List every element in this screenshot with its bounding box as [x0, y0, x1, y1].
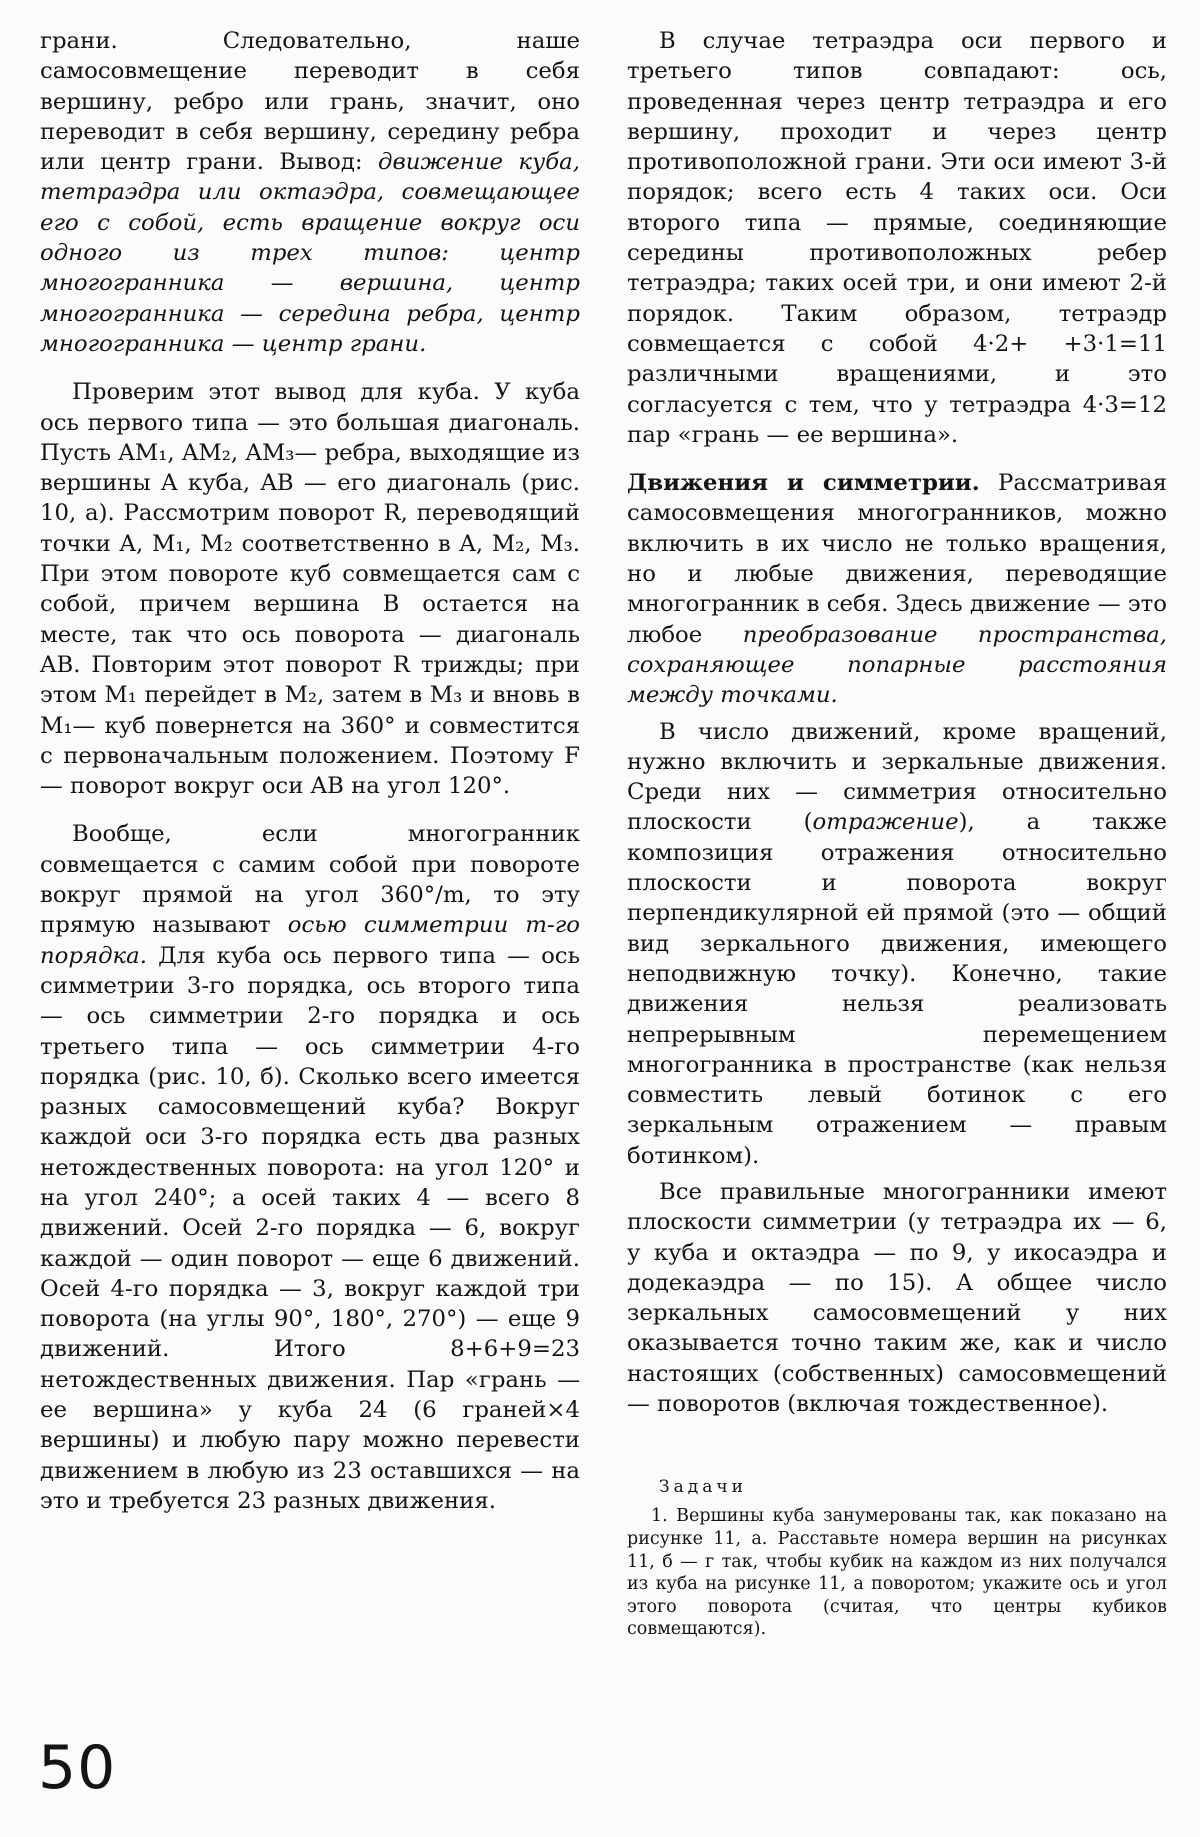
conclusion-text: грани. Следовательно, наше самосовмещение переводит в себя вершину, ребро или грань, значит, оно переводит в себя вершину, середину ребра или центр грани. Вывод: — [40, 28, 580, 176]
right-column — [627, 26, 1167, 1641]
symmetry-axis-term: осью симметрии m-го порядка. — [40, 912, 580, 969]
paragraph-mirror-motions — [627, 717, 1167, 1171]
paragraph-motions-and-symmetries — [627, 468, 1167, 710]
symmetry-axis-continuation: Для куба ось первого типа — ось симметрии 3-го порядка, ось второго типа — ось симметрии 2-го порядка и ось третьего типа — ось симметрии 4-го порядка (рис. 10, б). Сколько всего имеется разных самосовмещений куба? Вокруг каждой оси 3-го порядка есть два разных нетождественных поворота: на угол 120° и на угол 240°; а осей таких 4 — всего 8 движений. Осей 2-го порядка — 6, вокруг каждой — один поворот — еще 6 движений. Осей 4-го порядка — 3, вокруг каждой три поворота (на углы 90°, 180°, 270°) — еще 9 движений. Итого 8+6+9=23 нетождественных движения. Пар «грань — ее вершина» у куба 24 (6 граней×4 вершины) и любую пару можно перевести движением в любую из 23 оставшихся — на это и требуется 23 разных движения. — [40, 942, 580, 1514]
section-heading: Движения и симметрии. — [627, 470, 980, 497]
paragraph-conclusion — [40, 26, 580, 359]
paragraph-symmetry-planes: Все правильные многогранники имеют плоскости симметрии (у тетраэдра их — 6, у куба и октаэдра — по 9, у икосаэдра и додекаэдра — по 15). А общее число зеркальных самосовмещений у них оказывается точно таким же, как и число настоящих (собственных) самосовмещений— поворотов (включая тождественное). — [627, 1178, 1167, 1418]
motion-definition: преобразование пространства, сохраняющее попарные расстояния между точками. — [627, 621, 1167, 709]
tasks-heading: Задачи — [659, 1477, 747, 1498]
left-column — [40, 26, 580, 1534]
conclusion-italic: движение куба, тетраэдра или октаэдра, совмещающее его с собой, есть вращение вокруг оси одного из трех типов: центр многогранника — вершина, центр многогранника — середина ребра, центр многогранника — центр грани. — [40, 149, 580, 357]
paragraph-cube-check: Проверим этот вывод для куба. У куба ось первого типа — это большая диагональ. Пусть AM₁, AM₂, AM₃— ребра, выходящие из вершины A куба, AB — его диагональ (рис. 10, а). Рассмотрим поворот R, переводящий точки A, M₁, M₂ соответственно в A, M₂, M₃. При этом повороте куб совмещается сам с собой, причем вершина B остается на месте, так что ось поворота — диагональ AB. Повторим этот поворот R трижды; при этом M₁ перейдет в M₂, затем в M₃ и вновь в M₁— куб повернется на 360° и совместится с первоначальным положением. Поэтому F — поворот вокруг оси AB на угол 120°. — [40, 379, 580, 800]
motions-text: Рассматривая самосовмещения многогранников, можно включить в их число не только вращения, но и любые движения, переводящие многогранник в себя. Здесь движение — это любое — [627, 470, 1167, 648]
task-1: 1. Вершины куба занумерованы так, как показано на рисунке 11, а. Расставьте номера вершин на рисунках 11, б — г так, чтобы кубик на каждом из них получался из куба на рисунке 11, а поворотом; укажите ось и угол этого поворота (считая, что центры кубиков совмещаются). — [627, 1506, 1167, 1640]
symmetry-axis-text: Вообще, если многогранник совмещается с самим собой при повороте вокруг прямой на угол 360°/m, то эту прямую называют — [40, 821, 580, 939]
mirror-text: В число движений, кроме вращений, нужно включить и зеркальные движения. Среди них — симметрия относительно плоскости ( — [627, 718, 1167, 836]
paragraph-tetrahedron: В случае тетраэдра оси первого и третьего типов совпадают: ось, проведенная через центр тетраэдра и его вершину, проходит и через центр противоположной грани. Эти оси имеют 3-й порядок; всего есть 4 таких оси. Оси второго типа — прямые, соединяющие середины противоположных ребер тетраэдра; таких осей три, и они имеют 2-й порядок. Таким образом, тетраэдр совмещается с собой 4·2+ +3·1=11 различными вращениями, и это согласуется с тем, что у тетраэдра 4·3=12 пар «грань — ее вершина». — [627, 28, 1167, 448]
mirror-continuation: ), а также композиция отражения относительно плоскости и поворота вокруг перпендикулярной ей прямой (это — общий вид зеркального движения, имеющего неподвижную точку). Конечно, такие движения нельзя реализовать непрерывным перемещением многогранника в пространстве (как нельзя совместить левый ботинок с его зеркальным отражением — правым ботинком). — [627, 809, 1167, 1169]
paragraph-symmetry-axis — [40, 819, 580, 1516]
page-number: 50 — [38, 1733, 117, 1803]
reflection-term: отражение — [812, 809, 959, 836]
